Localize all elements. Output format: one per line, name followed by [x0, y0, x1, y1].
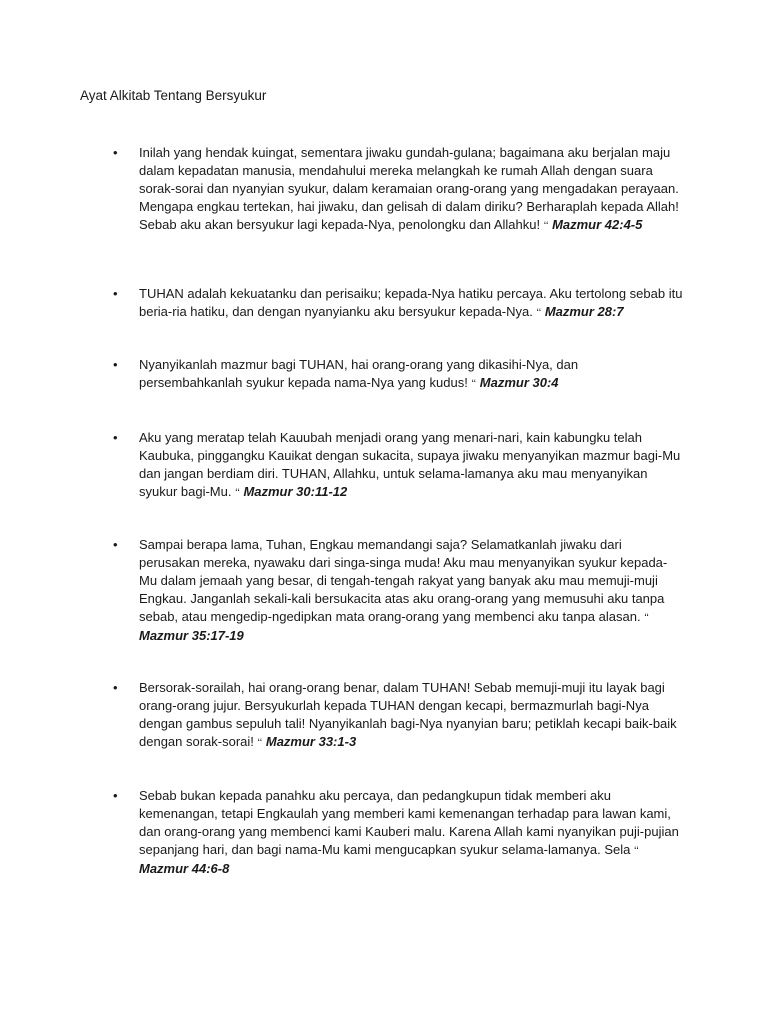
verse-body: Sebab bukan kepada panahku aku percaya, dan pedangkupun tidak memberi aku kemenangan, tetapi Engkaulah yang memberi kami kemenangan terhadap para lawan kami, dan orang-orang yang membenci kami Kauberi malu. Karena Allah kami nyanyikan puji-pujian sepanjang hari, dan bagi nama-Mu kami mengucapkan syukur selama-lamanya. Sela — [139, 788, 679, 857]
bullet-icon: • — [113, 537, 118, 552]
verse-reference: Mazmur 30:11-12 — [243, 484, 348, 499]
verse-text — [139, 679, 684, 752]
verse-body: Inilah yang hendak kuingat, sementara jiwaku gundah-gulana; bagaimana aku berjalan maju dalam kepadatan manusia, mendahului mereka melangkah ke rumah Allah dengan suara sorak-sorai dan nyanyian syukur, dalam keramaian orang-orang yang mengadakan perayaan. Mengapa engkau tertekan, hai jiwaku, dan gelisah di dalam diriku? Berharaplah kepada Allah! Sebab aku akan bersyukur lagi kepada-Nya, penolongku dan Allahku! — [139, 145, 679, 232]
verse-reference: Mazmur 30:4 — [479, 375, 559, 390]
verse-reference: Mazmur 28:7 — [544, 304, 624, 319]
bullet-icon: • — [113, 357, 118, 372]
bullet-icon: • — [113, 788, 118, 803]
verse-text — [139, 285, 684, 322]
bullet-icon: • — [113, 680, 118, 695]
verse-text — [139, 356, 684, 393]
quote-mark: ‘‘ — [543, 220, 549, 232]
verse-body: TUHAN adalah kekuatanku dan perisaiku; kepada-Nya hatiku percaya. Aku tertolong sebab itu beria-ria hatiku, dan dengan nyanyianku aku bersyukur kepada-Nya. — [139, 286, 683, 319]
quote-mark: ‘‘ — [536, 307, 542, 319]
bullet-icon: • — [113, 286, 118, 301]
bullet-icon: • — [113, 145, 118, 160]
verse-reference: Mazmur 42:4-5 — [552, 217, 643, 232]
verse-body: Bersorak-sorailah, hai orang-orang benar, dalam TUHAN! Sebab memuji-muji itu layak bagi orang-orang jujur. Bersyukurlah kepada TUHAN dengan kecapi, bermazmurlah bagi-Nya dengan gambus sepuluh tali! Nyanyikanlah bagi-Nya nyanyian baru; petiklah kecapi baik-baik dengan sorak-sorai! — [139, 680, 677, 749]
quote-mark: ‘‘ — [471, 378, 477, 390]
verse-body: Nyanyikanlah mazmur bagi TUHAN, hai orang-orang yang dikasihi-Nya, dan persembahkanlah syukur kepada nama-Nya yang kudus! — [139, 357, 579, 390]
verse-text — [139, 536, 684, 645]
verse-body: Sampai berapa lama, Tuhan, Engkau memandangi saja? Selamatkanlah jiwaku dari perusakan mereka, nyawaku dari singa-singa muda! Aku mau menyanyikan syukur kepada-Mu dalam jemaah yang besar, di tengah-tengah rakyat yang banyak aku mau memuji-muji Engkau. Janganlah sekali-kali bersukacita atas aku orang-orang yang memusuhi aku tanpa sebab, atau mengedip-ngedipkan mata orang-orang yang membenci aku tanpa alasan. — [139, 537, 668, 624]
verse-reference: Mazmur 35:17-19 — [139, 628, 244, 643]
verse-reference: Mazmur 33:1-3 — [265, 734, 357, 749]
verse-text — [139, 144, 684, 235]
verse-reference: Mazmur 44:6-8 — [139, 861, 230, 876]
quote-mark: ‘‘ — [235, 487, 240, 499]
quote-mark: ‘‘ — [634, 845, 639, 857]
verse-text — [139, 429, 684, 502]
verse-body: Aku yang meratap telah Kauubah menjadi orang yang menari-nari, kain kabungku telah Kaubuka, pinggangku Kauikat dengan sukacita, supaya jiwaku menyanyikan mazmur bagi-Mu dan jangan berdiam diri. TUHAN, Allahku, untuk selama-lamanya aku mau menyanyikan syukur bagi-Mu. — [139, 430, 681, 499]
quote-mark: ‘‘ — [644, 612, 649, 624]
verse-text — [139, 787, 684, 878]
bullet-icon: • — [113, 430, 118, 445]
quote-mark: ‘‘ — [257, 737, 263, 749]
document-title: Ayat Alkitab Tentang Bersyukur — [80, 88, 267, 103]
